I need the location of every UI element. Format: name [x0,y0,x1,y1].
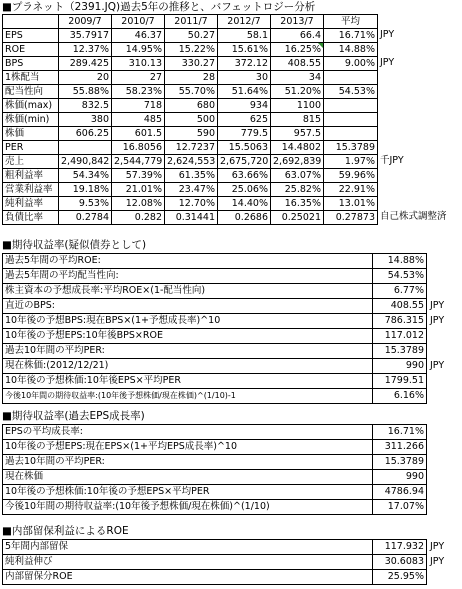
row-value: 54.53% [373,269,427,284]
table-row [3,183,378,197]
row-value: 15.3789 [373,455,427,470]
table-row [3,127,378,141]
table-cell: 46.37 [112,29,165,43]
history-table [2,14,378,225]
row-label: 純利益伸び [3,555,373,570]
table-cell: 0.27873 [324,211,378,225]
table-row [3,43,378,57]
row-label: 株価 [3,127,59,141]
table-cell: 54.34% [59,169,112,183]
table-cell: 12.08% [112,197,165,211]
table-cell: 310.13 [112,57,165,71]
row-label: 今後10年間の期待収益率:(10年後予想株価/現在株価)^(1/10)-1 [3,389,373,404]
table-cell: 22.91% [324,183,378,197]
row-value: 408.55 [373,299,427,314]
row-label: 10年後の予想株価:10年後の予想EPS×平均PER [3,485,373,500]
table-row [3,29,378,43]
table-cell: 485 [112,113,165,127]
row-label: 過去10年間の平均PER: [3,455,373,470]
table-cell [324,71,378,85]
table-cell [59,141,112,155]
row-label: EPSの平均成長率: [3,425,373,440]
unit-label: JPY [430,541,445,552]
row-label: 10年後の予想株価:10年後EPS×平均PER [3,374,373,389]
row-label: 過去5年間の平均ROE: [3,254,373,269]
table-cell: 15.5063 [218,141,271,155]
table-cell: 289.425 [59,57,112,71]
row-value: 6.77% [373,284,427,299]
table-cell: 16.71% [324,29,378,43]
table-row [3,425,427,440]
table-row [3,389,427,404]
table-cell: 55.70% [165,85,218,99]
table-row [3,374,427,389]
table-cell: 15.22% [165,43,218,57]
table-cell: 500 [165,113,218,127]
row-label: 過去10年間の平均PER: [3,344,373,359]
table-cell: 1.97% [324,155,378,169]
table-cell: 19.18% [59,183,112,197]
row-value: 25.95% [373,570,427,585]
table-cell: 0.2686 [218,211,271,225]
table-row [3,314,427,329]
table-cell: 957.5 [271,127,324,141]
table-cell: 15.3789 [324,141,378,155]
table-cell: 12.7237 [165,141,218,155]
table-cell: 330.27 [165,57,218,71]
column-header: 2011/7 [165,15,218,29]
table-cell: 12.37% [59,43,112,57]
table-cell: 30 [218,71,271,85]
table-cell: 1100 [271,99,324,113]
unit-label: JPY [430,315,445,326]
table-cell: 2,544,779 [112,155,165,169]
row-value: 4786.94 [373,485,427,500]
table-cell: 2,675,720 [218,155,271,169]
table-cell: 14.4802 [271,141,324,155]
table-row [3,284,427,299]
table-row [3,211,378,225]
column-header: 2012/7 [218,15,271,29]
table-row [3,485,427,500]
table-row [3,470,427,485]
row-label: PER [3,141,59,155]
row-label: 営業利益率 [3,183,59,197]
row-label: 純利益率 [3,197,59,211]
table-row [3,169,378,183]
table-cell: 0.31441 [165,211,218,225]
row-value: 6.16% [373,389,427,404]
table-cell: 13.01% [324,197,378,211]
table-row [3,85,378,99]
table-cell: 0.282 [112,211,165,225]
row-value: 117.012 [373,329,427,344]
row-value: 30.6083 [373,555,427,570]
table-cell: 0.25021 [271,211,324,225]
row-value: 15.3789 [373,344,427,359]
table-row [3,113,378,127]
table-cell: 20 [59,71,112,85]
table-cell: 55.88% [59,85,112,99]
table-cell: 2,624,553 [165,155,218,169]
column-header [3,15,59,29]
table-cell: 35.7917 [59,29,112,43]
table-cell: 625 [218,113,271,127]
table-row [3,141,378,155]
table-cell: 12.70% [165,197,218,211]
table-cell [324,113,378,127]
table-cell: 66.4 [271,29,324,43]
table-row [3,329,427,344]
table-cell: 58.1 [218,29,271,43]
column-header: 平均 [324,15,378,29]
section1-title: ■プラネット（2391.JQ)過去5年の推移と、バフェットロジー分析 [2,1,316,13]
table-cell: 372.12 [218,57,271,71]
column-header: 2010/7 [112,15,165,29]
table-cell: 21.01% [112,183,165,197]
row-value: 1799.51 [373,374,427,389]
table-cell: 34 [271,71,324,85]
row-value: 117.932 [373,540,427,555]
table-cell: 2,692,839 [271,155,324,169]
retained-earnings-table [2,539,427,585]
table-row [3,555,427,570]
row-label: 現在株価 [3,470,373,485]
table-cell: 14.88% [324,43,378,57]
table-row [3,99,378,113]
header-row [3,15,378,29]
table-row [3,500,427,515]
table-cell: 680 [165,99,218,113]
table-row [3,570,427,585]
table-cell: 51.64% [218,85,271,99]
row-label: 1株配当 [3,71,59,85]
row-label: 内部留保分ROE [3,570,373,585]
row-value: 786.315 [373,314,427,329]
unit-label: JPY [380,57,395,68]
table-cell: 832.5 [59,99,112,113]
table-row [3,440,427,455]
row-label: 株価(min) [3,113,59,127]
eps-return-table [2,424,427,515]
table-row [3,71,378,85]
row-label: 配当性向 [3,85,59,99]
row-label: ROE [3,43,59,57]
table-cell: 57.39% [112,169,165,183]
row-label: 粗利益率 [3,169,59,183]
row-value: 16.71% [373,425,427,440]
table-row [3,455,427,470]
table-cell: 2,490,842 [59,155,112,169]
row-value: 14.88% [373,254,427,269]
unit-label: JPY [430,300,445,311]
table-cell: 408.55 [271,57,324,71]
table-cell: 601.5 [112,127,165,141]
section4-title: ■内部留保利益によるROE [2,525,129,537]
table-cell: 61.35% [165,169,218,183]
unit-label: 千JPY [380,155,404,166]
table-cell: 51.20% [271,85,324,99]
table-cell: 14.40% [218,197,271,211]
section3-title: ■期待収益率(過去EPS成長率) [2,410,145,422]
table-row [3,254,427,269]
unit-label: JPY [430,360,445,371]
row-label: 負債比率 [3,211,59,225]
table-row [3,197,378,211]
table-row [3,359,427,374]
table-cell [324,99,378,113]
table-cell: 934 [218,99,271,113]
table-row [3,540,427,555]
unit-label: JPY [430,556,445,567]
table-cell: 63.66% [218,169,271,183]
bond-return-table [2,253,427,404]
unit-label: 自己株式調整済 [380,211,447,222]
row-label: 10年後の予想BPS:現在BPS×(1+予想成長率)^10 [3,314,373,329]
row-label: 過去5年間の平均配当性向: [3,269,373,284]
row-value: 990 [373,470,427,485]
unit-label: JPY [380,29,395,40]
table-cell: 59.96% [324,169,378,183]
row-label: 株主資本の予想成長率:平均ROE×(1-配当性向) [3,284,373,299]
row-label: 直近のBPS: [3,299,373,314]
table-cell: 25.82% [271,183,324,197]
table-cell: 718 [112,99,165,113]
column-header: 2013/7 [271,15,324,29]
table-row [3,155,378,169]
row-value: 17.07% [373,500,427,515]
table-cell: 25.06% [218,183,271,197]
row-value: 990 [373,359,427,374]
row-label: 現在株価:(2012/12/21) [3,359,373,374]
table-cell: 9.53% [59,197,112,211]
table-cell: 380 [59,113,112,127]
table-row [3,269,427,284]
table-cell: 28 [165,71,218,85]
row-label: EPS [3,29,59,43]
row-label: 売上 [3,155,59,169]
table-cell: 54.53% [324,85,378,99]
column-header: 2009/7 [59,15,112,29]
table-cell: 27 [112,71,165,85]
table-cell: 16.35% [271,197,324,211]
table-cell: 606.25 [59,127,112,141]
row-label: 今後10年間の期待収益率:(10年後予想株価/現在株価)^(1/10) [3,500,373,515]
table-cell: 590 [165,127,218,141]
table-cell: 14.95% [112,43,165,57]
table-row [3,299,427,314]
table-cell: 63.07% [271,169,324,183]
table-cell: 58.23% [112,85,165,99]
table-cell: 779.5 [218,127,271,141]
table-cell: 16.8056 [112,141,165,155]
table-cell: 0.2784 [59,211,112,225]
row-label: 株価(max) [3,99,59,113]
section2-title: ■期待収益率(疑似債券として) [2,239,147,251]
row-label: 10年後の予想EPS:10年後BPS×ROE [3,329,373,344]
table-row [3,57,378,71]
table-cell: 50.27 [165,29,218,43]
table-cell: 23.47% [165,183,218,197]
table-cell [324,127,378,141]
row-label: 5年間内部留保 [3,540,373,555]
table-cell: 16.25% [271,43,324,57]
row-label: 10年後の予想EPS:現在EPS×(1+平均EPS成長率)^10 [3,440,373,455]
row-label: BPS [3,57,59,71]
table-cell: 9.00% [324,57,378,71]
table-cell: 815 [271,113,324,127]
table-cell: 15.61% [218,43,271,57]
table-row [3,344,427,359]
row-value: 311.266 [373,440,427,455]
